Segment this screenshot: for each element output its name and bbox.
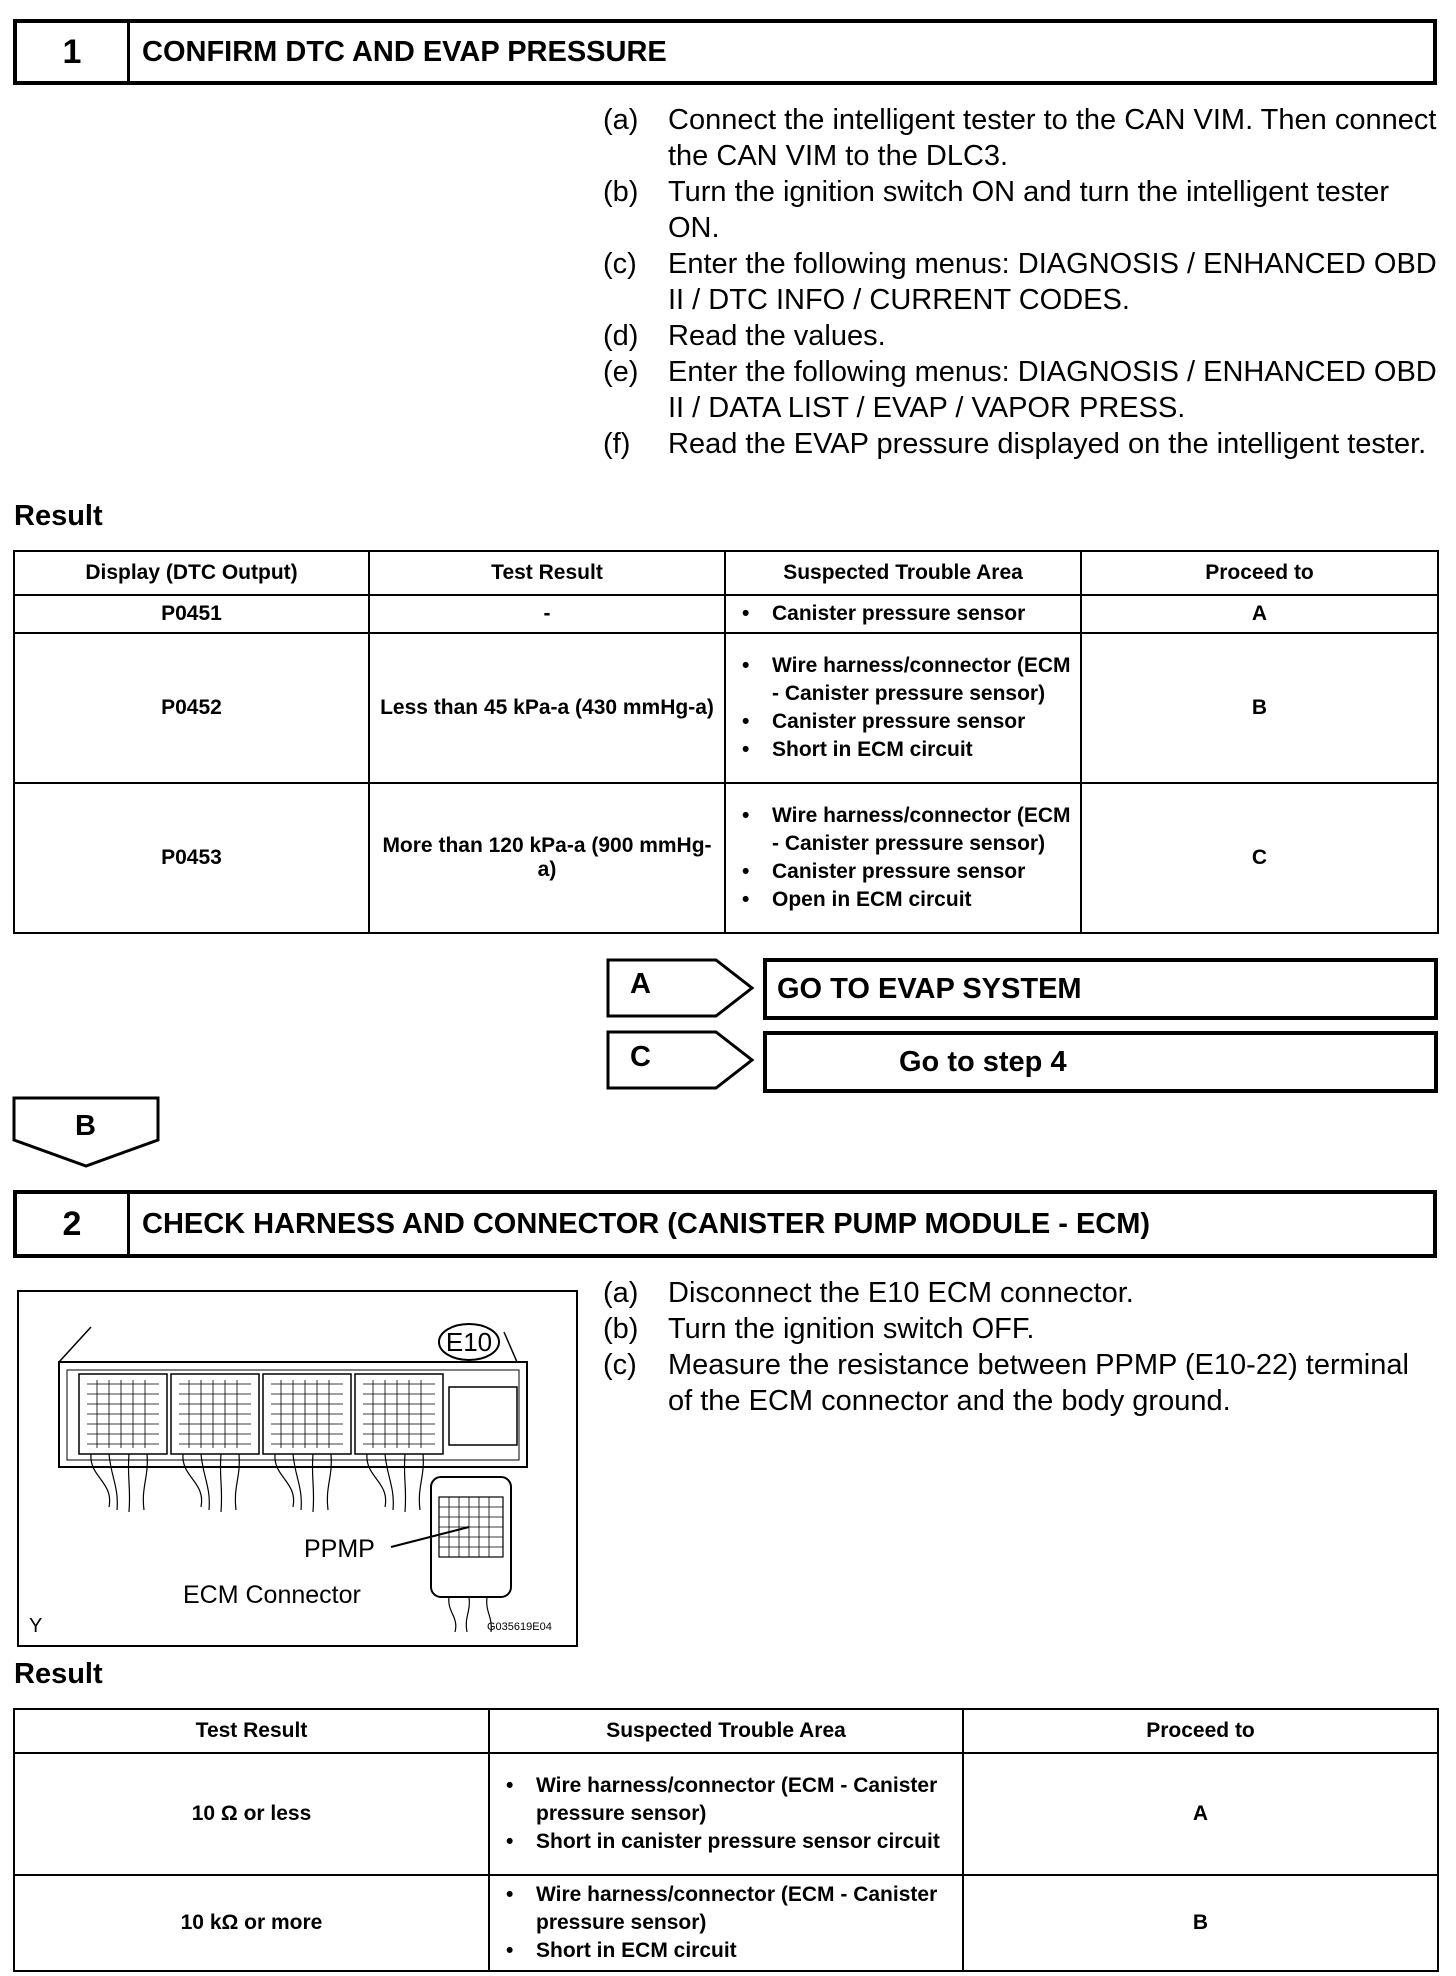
test-result-cell: More than 120 kPa-a (900 mmHg-a) <box>369 783 725 933</box>
branch-c-arrow-tag <box>606 1030 756 1090</box>
proceed-cell: A <box>1081 595 1438 633</box>
step1-result-label: Result <box>14 500 103 532</box>
column-header: Test Result <box>369 551 725 595</box>
instruction-label: (c) <box>603 1349 637 1381</box>
ppmp-terminal-label: PPMP <box>304 1535 375 1563</box>
table-header-row <box>14 551 1438 595</box>
instruction-label: (d) <box>603 320 639 352</box>
trouble-area-item: • Wire harness/connector (ECM - Canister pressure sensor) <box>732 652 1074 708</box>
table-header-row <box>14 1709 1438 1753</box>
instruction-text: Turn the ignition switch OFF. <box>668 1313 1035 1345</box>
trouble-area-item: • Open in ECM circuit <box>732 886 1074 914</box>
trouble-area-item: • Wire harness/connector (ECM - Canister pressure sensor) <box>496 1881 956 1937</box>
step2-result-label: Result <box>14 1658 103 1690</box>
branch-a-action-text: GO TO EVAP SYSTEM <box>777 972 1082 1005</box>
trouble-area-item: • Wire harness/connector (ECM - Canister pressure sensor) <box>496 1772 956 1828</box>
trouble-area-item: • Short in ECM circuit <box>496 1937 956 1965</box>
instruction-label: (b) <box>603 176 639 208</box>
ecm-connector-diagram <box>19 1292 576 1645</box>
test-result-cell: - <box>369 595 725 633</box>
instruction-text: Disconnect the E10 ECM connector. <box>668 1277 1134 1309</box>
table-row <box>14 1753 1438 1875</box>
continue-b-label: B <box>75 1110 96 1142</box>
step1-instructions <box>603 102 1438 462</box>
instruction-label: (e) <box>603 356 639 388</box>
table-row <box>14 595 1438 633</box>
instruction-text: Enter the following menus: DIAGNOSIS / ENHANCED OBD II / DATA LIST / EVAP / VAPOR PRESS. <box>668 356 1437 424</box>
instruction-item <box>603 174 1438 246</box>
branch-c-action-text: Go to step 4 <box>899 1045 1067 1078</box>
instruction-item <box>603 354 1438 426</box>
step1-header <box>13 19 1437 85</box>
instruction-item <box>603 102 1438 174</box>
instruction-item <box>603 1275 1438 1311</box>
test-result-cell: 10 kΩ or more <box>14 1875 489 1971</box>
step2-instructions <box>603 1275 1438 1419</box>
trouble-area-item: • Short in ECM circuit <box>732 736 1074 764</box>
branch-c-tag-label: C <box>630 1041 651 1073</box>
dtc-cell: P0452 <box>14 633 369 783</box>
column-header: Proceed to <box>963 1709 1438 1753</box>
trouble-area-cell <box>489 1875 963 1971</box>
instruction-item <box>603 1347 1438 1419</box>
instruction-text: Read the EVAP pressure displayed on the intelligent tester. <box>668 428 1427 460</box>
step1-title: CONFIRM DTC AND EVAP PRESSURE <box>142 35 667 68</box>
branch-a-tag-label: A <box>630 968 651 1000</box>
instruction-label: (f) <box>603 428 631 460</box>
connector-id-label: E10 <box>445 1327 493 1357</box>
instruction-label: (a) <box>603 104 639 136</box>
test-result-cell: 10 Ω or less <box>14 1753 489 1875</box>
instruction-text: Read the values. <box>668 320 886 352</box>
instruction-text: Turn the ignition switch ON and turn the intelligent tester ON. <box>668 176 1390 244</box>
figure-caption: ECM Connector <box>183 1581 361 1609</box>
instruction-item <box>603 1311 1438 1347</box>
proceed-cell: B <box>963 1875 1438 1971</box>
trouble-area-cell <box>725 783 1081 933</box>
column-header: Proceed to <box>1081 551 1438 595</box>
proceed-cell: A <box>963 1753 1438 1875</box>
column-header: Display (DTC Output) <box>14 551 369 595</box>
ecm-connector-figure <box>17 1290 578 1647</box>
instruction-item <box>603 246 1438 318</box>
proceed-cell: B <box>1081 633 1438 783</box>
step1-result-table <box>13 550 1439 934</box>
instruction-label: (a) <box>603 1277 639 1309</box>
step2-header <box>13 1190 1437 1258</box>
table-row <box>14 1875 1438 1971</box>
trouble-area-item: • Wire harness/connector (ECM - Canister pressure sensor) <box>732 802 1074 858</box>
figure-code: G035619E04 <box>487 1621 552 1633</box>
trouble-area-item: • Canister pressure sensor <box>732 858 1074 886</box>
trouble-area-item: • Short in canister pressure sensor circuit <box>496 1828 956 1856</box>
trouble-area-item: • Canister pressure sensor <box>732 600 1074 628</box>
branch-c-action-box <box>763 1031 1438 1093</box>
branch-a-action-box <box>763 958 1438 1020</box>
column-header: Suspected Trouble Area <box>725 551 1081 595</box>
column-header: Test Result <box>14 1709 489 1753</box>
dtc-cell: P0451 <box>14 595 369 633</box>
instruction-text: Connect the intelligent tester to the CAN VIM. Then connect the CAN VIM to the DLC3. <box>668 104 1437 172</box>
trouble-area-cell <box>489 1753 963 1875</box>
trouble-area-item: • Canister pressure sensor <box>732 708 1074 736</box>
trouble-area-cell <box>725 595 1081 633</box>
branch-a-arrow-tag <box>606 958 756 1018</box>
table-row <box>14 633 1438 783</box>
instruction-text: Enter the following menus: DIAGNOSIS / ENHANCED OBD II / DTC INFO / CURRENT CODES. <box>668 248 1437 316</box>
proceed-cell: C <box>1081 783 1438 933</box>
instruction-item <box>603 426 1438 462</box>
column-header: Suspected Trouble Area <box>489 1709 963 1753</box>
instruction-item <box>603 318 1438 354</box>
instruction-label: (b) <box>603 1313 639 1345</box>
table-row <box>14 783 1438 933</box>
instruction-text: Measure the resistance between PPMP (E10-22) terminal of the ECM connector and the body ground. <box>668 1349 1409 1417</box>
dtc-cell: P0453 <box>14 783 369 933</box>
test-result-cell: Less than 45 kPa-a (430 mmHg-a) <box>369 633 725 783</box>
instruction-label: (c) <box>603 248 637 280</box>
step1-number: 1 <box>17 23 130 81</box>
trouble-area-cell <box>725 633 1081 783</box>
figure-corner-mark: Y <box>29 1615 43 1637</box>
step2-number: 2 <box>17 1194 130 1254</box>
step2-result-table <box>13 1708 1439 1972</box>
step2-title: CHECK HARNESS AND CONNECTOR (CANISTER PUMP MODULE - ECM) <box>142 1207 1151 1240</box>
